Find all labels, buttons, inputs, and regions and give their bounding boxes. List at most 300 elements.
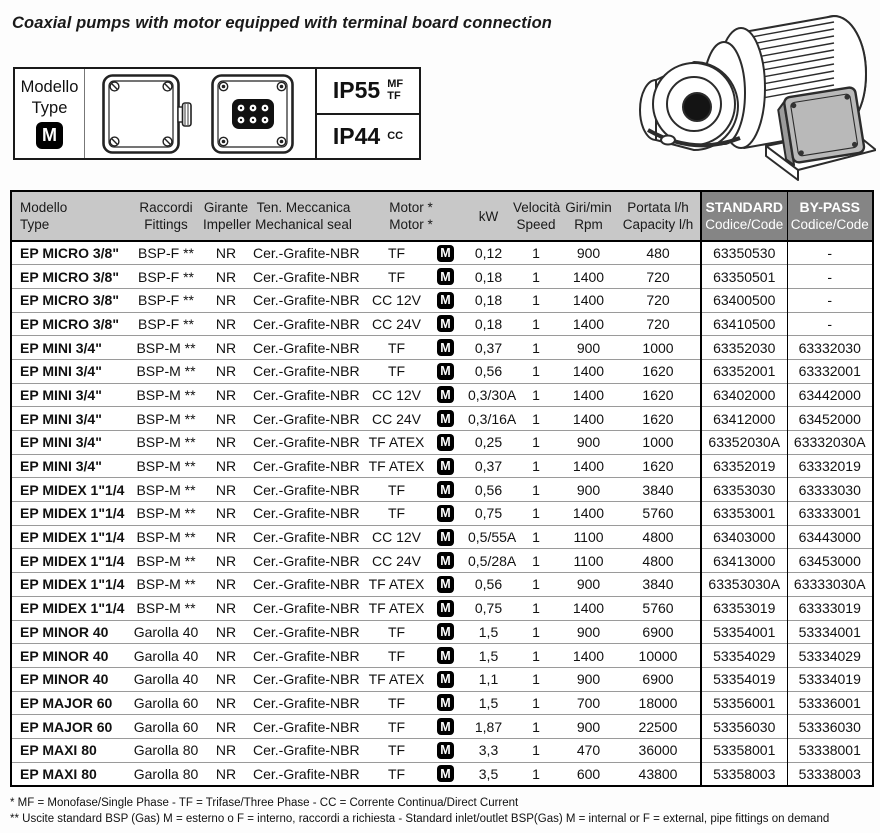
cell-motor: TF ATEX M (356, 573, 466, 597)
cell-bypass-code: 63452000 (787, 407, 873, 431)
cell-model: EP MIDEX 1"1/4 (11, 502, 131, 526)
cell-seal: Cer.-Grafite-NBR (251, 738, 356, 762)
table-row (11, 573, 873, 597)
table-row (11, 312, 873, 336)
cell-bypass-code: 63443000 (787, 525, 873, 549)
col-header-bypass-code: BY-PASS Codice/Code (787, 191, 873, 241)
cell-seal: Cer.-Grafite-NBR (251, 762, 356, 786)
cell-kw: 1,1 (466, 667, 511, 691)
cell-capacity: 36000 (616, 738, 701, 762)
cell-speed: 1 (511, 596, 561, 620)
cell-capacity: 4800 (616, 525, 701, 549)
cell-seal: Cer.-Grafite-NBR (251, 288, 356, 312)
cell-impeller: NR (201, 265, 251, 289)
cell-standard-code: 53358003 (701, 762, 787, 786)
cell-speed: 1 (511, 620, 561, 644)
cell-seal: Cer.-Grafite-NBR (251, 312, 356, 336)
cell-kw: 0,3/16A (466, 407, 511, 431)
terminal-box-closed-icon (101, 73, 193, 155)
cell-standard-code: 63412000 (701, 407, 787, 431)
cell-rpm: 900 (561, 715, 616, 739)
cell-impeller: NR (201, 715, 251, 739)
cell-kw: 1,5 (466, 644, 511, 668)
cell-motor: TF ATEX M (356, 431, 466, 455)
cell-standard-code: 63413000 (701, 549, 787, 573)
motor-type-badge: M (437, 694, 454, 711)
col-header-seal: Ten. Meccanica Mechanical seal (251, 191, 356, 241)
table-row (11, 525, 873, 549)
cell-fittings: BSP-M ** (131, 549, 201, 573)
cell-impeller: NR (201, 691, 251, 715)
cell-motor: TF M (356, 691, 466, 715)
cell-model: EP MIDEX 1"1/4 (11, 549, 131, 573)
cell-model: EP MIDEX 1"1/4 (11, 573, 131, 597)
cell-motor: TF M (356, 359, 466, 383)
cell-standard-code: 63352019 (701, 454, 787, 478)
cell-rpm: 900 (561, 573, 616, 597)
cell-impeller: NR (201, 383, 251, 407)
cell-motor: TF M (356, 336, 466, 360)
cell-fittings: BSP-M ** (131, 359, 201, 383)
table-row (11, 502, 873, 526)
cell-capacity: 4800 (616, 549, 701, 573)
cell-seal: Cer.-Grafite-NBR (251, 431, 356, 455)
cell-impeller: NR (201, 312, 251, 336)
col-header-fittings: Raccordi Fittings (131, 191, 201, 241)
cell-model: EP MIDEX 1"1/4 (11, 596, 131, 620)
table-row (11, 431, 873, 455)
cell-standard-code: 53354029 (701, 644, 787, 668)
table-row (11, 478, 873, 502)
motor-type-badge: M (437, 718, 454, 735)
cell-motor: TF M (356, 478, 466, 502)
cell-kw: 0,5/55A (466, 525, 511, 549)
cell-kw: 0,18 (466, 312, 511, 336)
cell-bypass-code: 63332019 (787, 454, 873, 478)
cell-kw: 0,3/30A (466, 383, 511, 407)
motor-type-badge: M (437, 576, 454, 593)
cell-capacity: 22500 (616, 715, 701, 739)
cell-standard-code: 53358001 (701, 738, 787, 762)
cell-speed: 1 (511, 502, 561, 526)
cell-seal: Cer.-Grafite-NBR (251, 265, 356, 289)
cell-impeller: NR (201, 525, 251, 549)
cell-impeller: NR (201, 573, 251, 597)
cell-bypass-code: 53338003 (787, 762, 873, 786)
ip-rating-top (317, 69, 419, 113)
cell-seal: Cer.-Grafite-NBR (253, 245, 360, 262)
cell-motor: CC 24V M (356, 407, 466, 431)
motor-type-badge: M (437, 363, 454, 380)
table-row (11, 454, 873, 478)
cell-seal: Cer.-Grafite-NBR (251, 549, 356, 573)
cell-speed: 1 (532, 245, 540, 262)
cell-standard-code: 53354001 (701, 620, 787, 644)
cell-rpm: 1400 (561, 359, 616, 383)
cell-seal: Cer.-Grafite-NBR (251, 644, 356, 668)
cell-fittings: BSP-F ** (131, 265, 201, 289)
cell-fittings: Garolla 40 (131, 620, 201, 644)
cell-standard-code: 63402000 (701, 383, 787, 407)
cell-capacity: 6900 (616, 667, 701, 691)
cell-kw: 1,5 (466, 691, 511, 715)
cell-model: EP MINI 3/4" (11, 336, 131, 360)
motor-type-badge: M (437, 529, 454, 546)
cell-capacity: 5760 (616, 596, 701, 620)
cell-standard-code: 63353019 (701, 596, 787, 620)
cell-speed: 1 (511, 431, 561, 455)
table-row (11, 549, 873, 573)
cell-seal: Cer.-Grafite-NBR (251, 454, 356, 478)
cell-model: EP MICRO 3/8" (11, 312, 131, 336)
cell-motor: CC 24V M (356, 312, 466, 336)
motor-type-badge: M (437, 742, 454, 759)
motor-type-badge: M (437, 481, 454, 498)
ip44-code: IP44 (332, 122, 381, 149)
cell-rpm: 900 (561, 336, 616, 360)
cell-rpm: 600 (561, 762, 616, 786)
cell-impeller: NR (201, 502, 251, 526)
cell-standard-code: 63353001 (701, 502, 787, 526)
footnotes (10, 796, 829, 827)
cell-fittings: Garolla 40 (131, 667, 201, 691)
cell-fittings: BSP-M ** (131, 407, 201, 431)
cell-bypass-code: - (787, 241, 873, 265)
cell-kw: 0,56 (466, 478, 511, 502)
cell-impeller: NR (201, 667, 251, 691)
cell-motor: TF M (356, 502, 466, 526)
cell-bypass-code: 63453000 (787, 549, 873, 573)
cell-fittings: BSP-M ** (131, 573, 201, 597)
cell-kw: 0,75 (466, 502, 511, 526)
cell-model: EP MIDEX 1"1/4 (11, 525, 131, 549)
cell-fittings: BSP-F ** (131, 288, 201, 312)
cell-rpm: 700 (561, 691, 616, 715)
cell-seal: Cer.-Grafite-NBR (251, 502, 356, 526)
cell-capacity: 1620 (616, 454, 701, 478)
cell-capacity: 480 (646, 245, 670, 262)
cell-standard-code: 53356030 (701, 715, 787, 739)
cell-speed: 1 (511, 288, 561, 312)
cell-speed: 1 (511, 407, 561, 431)
cell-model: EP MINI 3/4" (11, 431, 131, 455)
cell-motor: CC 12V M (356, 383, 466, 407)
table-header (11, 191, 873, 241)
cell-motor: TF M (356, 265, 466, 289)
table-body (11, 241, 873, 786)
cell-speed: 1 (511, 312, 561, 336)
cell-fittings: BSP-M ** (131, 502, 201, 526)
cell-kw: 1,5 (466, 620, 511, 644)
motor-type-badge: M (437, 505, 454, 522)
cell-bypass-code: 53336030 (787, 715, 873, 739)
cell-kw: 0,18 (466, 265, 511, 289)
ip55-motor-types: MF TF (387, 78, 404, 102)
cell-motor: CC 24V M (356, 549, 466, 573)
cell-speed: 1 (511, 383, 561, 407)
motor-type-badge: M (437, 623, 454, 640)
cell-model: EP MAJOR 60 (11, 715, 131, 739)
cell-speed: 1 (511, 265, 561, 289)
cell-bypass-code: 63333001 (787, 502, 873, 526)
col-header-motor: Motor * Motor * (356, 191, 466, 241)
cell-model: EP MINOR 40 (11, 644, 131, 668)
col-header-rpm: Giri/min Rpm (561, 191, 616, 241)
cell-impeller: NR (201, 431, 251, 455)
cell-impeller: NR (201, 738, 251, 762)
cell-motor: TF M (356, 620, 466, 644)
cell-model: EP MAJOR 60 (11, 691, 131, 715)
cell-bypass-code: 53334019 (787, 667, 873, 691)
col-header-standard-code: STANDARD Codice/Code (701, 191, 787, 241)
cell-capacity: 1000 (616, 431, 701, 455)
page-title: Coaxial pumps with motor equipped with terminal board connection (12, 14, 552, 32)
col-header-speed: Velocità Speed (511, 191, 561, 241)
cell-rpm: 1100 (561, 549, 616, 573)
cell-rpm: 1100 (561, 525, 616, 549)
cell-kw: 0,56 (466, 359, 511, 383)
cell-speed: 1 (511, 525, 561, 549)
cell-motor: TF M (356, 762, 466, 786)
model-type-cell (15, 69, 85, 158)
cell-bypass-code: 63333019 (787, 596, 873, 620)
cell-capacity: 6900 (616, 620, 701, 644)
col-header-kw: kW (466, 191, 511, 241)
cell-fittings: BSP-F ** (137, 245, 194, 262)
cell-rpm: 1400 (561, 596, 616, 620)
cell-model: EP MAXI 80 (11, 762, 131, 786)
cell-rpm: 1400 (561, 288, 616, 312)
cell-model: EP MINI 3/4" (11, 359, 131, 383)
cell-fittings: BSP-M ** (131, 596, 201, 620)
cell-model: EP MAXI 80 (11, 738, 131, 762)
cell-fittings: Garolla 80 (131, 738, 201, 762)
cell-motor: TF M (356, 715, 466, 739)
cell-rpm: 1400 (561, 312, 616, 336)
cell-bypass-code: 53336001 (787, 691, 873, 715)
cell-kw: 0,37 (466, 454, 511, 478)
cell-impeller: NR (201, 762, 251, 786)
motor-type-badge: M (437, 245, 454, 262)
cell-capacity: 720 (616, 288, 701, 312)
cell-rpm: 1400 (561, 407, 616, 431)
model-m-badge: M (36, 122, 63, 149)
cell-standard-code: 63400500 (701, 288, 787, 312)
cell-fittings: Garolla 40 (131, 644, 201, 668)
cell-bypass-code: 53338001 (787, 738, 873, 762)
cell-capacity: 3840 (616, 573, 701, 597)
cell-impeller: NR (201, 359, 251, 383)
cell-seal: Cer.-Grafite-NBR (251, 336, 356, 360)
cell-rpm: 1400 (561, 265, 616, 289)
motor-type-badge: M (437, 386, 454, 403)
motor-type-badge: M (437, 410, 454, 427)
cell-seal: Cer.-Grafite-NBR (251, 620, 356, 644)
cell-speed: 1 (511, 644, 561, 668)
table-row (11, 667, 873, 691)
motor-type-badge: M (437, 552, 454, 569)
cell-bypass-code: 53334001 (787, 620, 873, 644)
model-label: Modello (20, 78, 79, 96)
cell-motor: TF M (356, 241, 466, 265)
table-row (11, 383, 873, 407)
motor-type-badge: M (437, 315, 454, 332)
cell-fittings: BSP-M ** (131, 454, 201, 478)
cell-kw: 0,25 (466, 431, 511, 455)
ip44-motor-types: CC (387, 129, 404, 142)
cell-bypass-code: 53334029 (787, 644, 873, 668)
cell-motor: TF M (356, 644, 466, 668)
cell-capacity: 5760 (616, 502, 701, 526)
cell-speed: 1 (511, 573, 561, 597)
col-header-model: Modello Type (11, 191, 131, 241)
cell-standard-code: 63353030 (701, 478, 787, 502)
cell-capacity: 720 (616, 312, 701, 336)
cell-standard-code: 63410500 (701, 312, 787, 336)
cell-speed: 1 (511, 454, 561, 478)
cell-seal: Cer.-Grafite-NBR (251, 359, 356, 383)
cell-capacity: 18000 (616, 691, 701, 715)
terminal-board-pins-icon (209, 73, 299, 155)
cell-standard-code: 63350501 (701, 265, 787, 289)
table-row (11, 691, 873, 715)
cell-seal: Cer.-Grafite-NBR (251, 525, 356, 549)
motor-type-badge: M (437, 600, 454, 617)
motor-type-badge: M (437, 647, 454, 664)
cell-seal: Cer.-Grafite-NBR (251, 478, 356, 502)
col-header-impeller: Girante Impeller (201, 191, 251, 241)
table-row (11, 265, 873, 289)
cell-bypass-code: - (787, 288, 873, 312)
cell-model: EP MICRO 3/8" (11, 288, 131, 312)
cell-rpm: 900 (561, 478, 616, 502)
cell-fittings: BSP-M ** (131, 383, 201, 407)
cell-standard-code: 63352030 (701, 336, 787, 360)
cell-kw: 0,18 (466, 288, 511, 312)
cell-impeller: NR (201, 288, 251, 312)
cell-speed: 1 (511, 762, 561, 786)
cell-impeller: NR (201, 336, 251, 360)
motor-type-badge: M (437, 671, 454, 688)
cell-seal: Cer.-Grafite-NBR (251, 691, 356, 715)
ip-rating-bottom (317, 113, 419, 159)
cell-bypass-code: 63332030A (787, 431, 873, 455)
cell-fittings: BSP-M ** (131, 478, 201, 502)
table-row (11, 620, 873, 644)
cell-bypass-code: 63333030 (787, 478, 873, 502)
cell-model: EP MINOR 40 (11, 667, 131, 691)
cell-impeller: NR (201, 478, 251, 502)
motor-type-badge: M (437, 765, 454, 782)
cell-speed: 1 (511, 549, 561, 573)
col-header-capacity: Portata l/h Capacity l/h (616, 191, 701, 241)
table-row (11, 762, 873, 786)
cell-rpm: 900 (561, 667, 616, 691)
cell-kw: 0,37 (466, 336, 511, 360)
cell-rpm: 1400 (561, 454, 616, 478)
cell-capacity: 43800 (616, 762, 701, 786)
table-row (11, 359, 873, 383)
cell-motor: TF ATEX M (356, 454, 466, 478)
cell-fittings: Garolla 80 (131, 762, 201, 786)
cell-seal: Cer.-Grafite-NBR (251, 407, 356, 431)
cell-standard-code: 63403000 (701, 525, 787, 549)
table-row (11, 715, 873, 739)
cell-impeller: NR (215, 245, 237, 262)
cell-impeller: NR (201, 644, 251, 668)
cell-standard-code: 63350530 (701, 241, 787, 265)
cell-capacity: 1620 (616, 383, 701, 407)
pump-illustration (598, 0, 876, 186)
cell-standard-code: 53356001 (701, 691, 787, 715)
cell-speed: 1 (511, 691, 561, 715)
cell-impeller: NR (201, 620, 251, 644)
cell-motor: CC 12V M (356, 288, 466, 312)
cell-speed: 1 (511, 336, 561, 360)
table-row (11, 407, 873, 431)
cell-fittings: BSP-F ** (131, 312, 201, 336)
cell-bypass-code: - (787, 312, 873, 336)
table-row (11, 336, 873, 360)
cell-seal: Cer.-Grafite-NBR (251, 667, 356, 691)
cell-kw: 0,12 (474, 245, 503, 262)
table-row (11, 644, 873, 668)
cell-model: EP MICRO 3/8" (20, 245, 119, 262)
cell-impeller: NR (201, 454, 251, 478)
cell-kw: 0,5/28A (466, 549, 511, 573)
table-row (11, 596, 873, 620)
cell-rpm: 900 (561, 431, 616, 455)
cell-kw: 0,75 (466, 596, 511, 620)
motor-type-badge: M (437, 434, 454, 451)
cell-capacity: 10000 (616, 644, 701, 668)
ip55-code: IP55 (332, 77, 381, 104)
cell-kw: 3,5 (466, 762, 511, 786)
cell-fittings: BSP-M ** (131, 525, 201, 549)
cell-speed: 1 (511, 667, 561, 691)
cell-impeller: NR (201, 407, 251, 431)
cell-capacity: 3840 (616, 478, 701, 502)
cell-model: EP MINI 3/4" (11, 407, 131, 431)
spec-panel (13, 67, 421, 160)
cell-motor: TF ATEX M (356, 667, 466, 691)
table-row (11, 738, 873, 762)
cell-motor: TF ATEX M (356, 596, 466, 620)
cell-seal: Cer.-Grafite-NBR (251, 715, 356, 739)
cell-rpm: 900 (561, 620, 616, 644)
cell-model: EP MINI 3/4" (11, 454, 131, 478)
cell-model: EP MINOR 40 (11, 620, 131, 644)
cell-seal: Cer.-Grafite-NBR (251, 596, 356, 620)
pump-table (10, 190, 874, 787)
cell-model: EP MINI 3/4" (11, 383, 131, 407)
cell-bypass-code: 63332001 (787, 359, 873, 383)
terminal-drawings-cell (85, 69, 315, 158)
cell-motor: CC 12V M (356, 525, 466, 549)
cell-fittings: BSP-M ** (131, 431, 201, 455)
cell-model: EP MICRO 3/8" (11, 265, 131, 289)
cell-speed: 1 (511, 715, 561, 739)
table-row (11, 288, 873, 312)
cell-bypass-code: 63332030 (787, 336, 873, 360)
motor-type-badge: M (437, 458, 454, 475)
cell-speed: 1 (511, 478, 561, 502)
cell-bypass-code: 63442000 (787, 383, 873, 407)
cell-standard-code: 63352001 (701, 359, 787, 383)
cell-capacity: 1620 (616, 359, 701, 383)
cell-rpm: 900 (576, 245, 601, 262)
motor-type-badge: M (437, 292, 454, 309)
